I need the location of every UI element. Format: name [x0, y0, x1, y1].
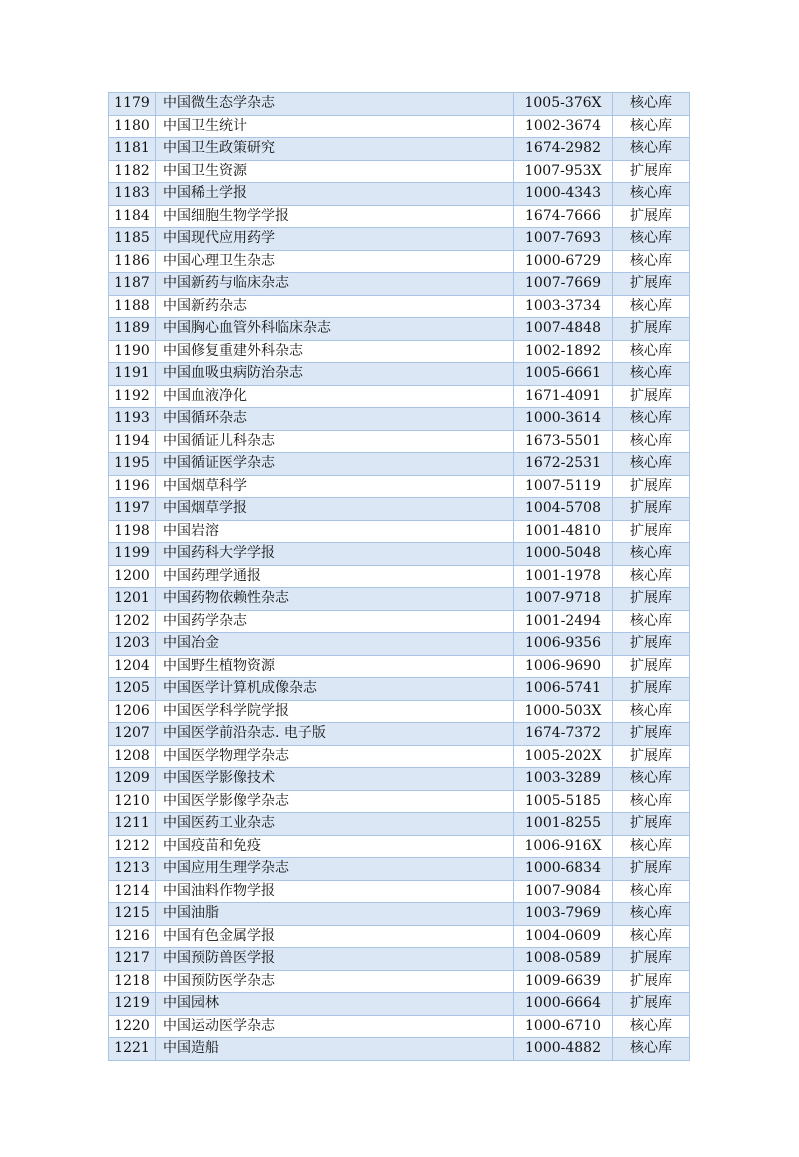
issn-code: 1001-4810 — [514, 520, 613, 543]
journal-name: 中国医药工业杂志 — [156, 813, 514, 836]
issn-code: 1004-5708 — [514, 498, 613, 521]
journal-name: 中国卫生政策研究 — [156, 138, 514, 161]
journal-name: 中国药理学通报 — [156, 565, 514, 588]
table-row — [109, 273, 690, 296]
database-level: 扩展库 — [613, 520, 690, 543]
database-level: 核心库 — [613, 363, 690, 386]
issn-code: 1003-3734 — [514, 295, 613, 318]
database-level: 扩展库 — [613, 970, 690, 993]
journal-name: 中国新药与临床杂志 — [156, 273, 514, 296]
journal-name: 中国医学计算机成像杂志 — [156, 678, 514, 701]
issn-code: 1000-6834 — [514, 858, 613, 881]
table-row — [109, 1015, 690, 1038]
database-level: 核心库 — [613, 543, 690, 566]
issn-code: 1007-7669 — [514, 273, 613, 296]
row-number: 1182 — [109, 160, 156, 183]
database-level: 核心库 — [613, 768, 690, 791]
row-number: 1204 — [109, 655, 156, 678]
database-level: 扩展库 — [613, 475, 690, 498]
issn-code: 1000-5048 — [514, 543, 613, 566]
row-number: 1206 — [109, 700, 156, 723]
journal-name: 中国心理卫生杂志 — [156, 250, 514, 273]
issn-code: 1000-6729 — [514, 250, 613, 273]
row-number: 1211 — [109, 813, 156, 836]
row-number: 1219 — [109, 993, 156, 1016]
row-number: 1216 — [109, 925, 156, 948]
row-number: 1220 — [109, 1015, 156, 1038]
row-number: 1187 — [109, 273, 156, 296]
row-number: 1198 — [109, 520, 156, 543]
row-number: 1190 — [109, 340, 156, 363]
database-level: 核心库 — [613, 565, 690, 588]
table-row — [109, 183, 690, 206]
table-row — [109, 115, 690, 138]
table-row — [109, 340, 690, 363]
database-level: 扩展库 — [613, 160, 690, 183]
journal-name: 中国循证医学杂志 — [156, 453, 514, 476]
journal-name: 中国血液净化 — [156, 385, 514, 408]
table-row — [109, 723, 690, 746]
table-row — [109, 700, 690, 723]
issn-code: 1005-5185 — [514, 790, 613, 813]
table-row — [109, 903, 690, 926]
table-row — [109, 228, 690, 251]
issn-code: 1001-1978 — [514, 565, 613, 588]
database-level: 核心库 — [613, 880, 690, 903]
issn-code: 1005-376X — [514, 93, 613, 116]
table-row — [109, 363, 690, 386]
issn-code: 1674-7372 — [514, 723, 613, 746]
table-row — [109, 93, 690, 116]
issn-code: 1000-6664 — [514, 993, 613, 1016]
database-level: 核心库 — [613, 93, 690, 116]
journal-name: 中国药科大学学报 — [156, 543, 514, 566]
journal-name: 中国医学物理学杂志 — [156, 745, 514, 768]
journal-name: 中国血吸虫病防治杂志 — [156, 363, 514, 386]
row-number: 1191 — [109, 363, 156, 386]
row-number: 1200 — [109, 565, 156, 588]
database-level: 核心库 — [613, 430, 690, 453]
table-row — [109, 160, 690, 183]
journal-name: 中国药学杂志 — [156, 610, 514, 633]
journal-name: 中国细胞生物学学报 — [156, 205, 514, 228]
row-number: 1180 — [109, 115, 156, 138]
table-row — [109, 588, 690, 611]
journal-name: 中国新药杂志 — [156, 295, 514, 318]
journal-name: 中国运动医学杂志 — [156, 1015, 514, 1038]
table-row — [109, 475, 690, 498]
table-row — [109, 1038, 690, 1061]
table-row — [109, 655, 690, 678]
issn-code: 1000-4882 — [514, 1038, 613, 1061]
table-row — [109, 318, 690, 341]
database-level: 核心库 — [613, 115, 690, 138]
table-row — [109, 768, 690, 791]
issn-code: 1002-1892 — [514, 340, 613, 363]
journal-table-body — [109, 93, 690, 1061]
row-number: 1181 — [109, 138, 156, 161]
journal-name: 中国循证儿科杂志 — [156, 430, 514, 453]
row-number: 1189 — [109, 318, 156, 341]
row-number: 1213 — [109, 858, 156, 881]
issn-code: 1004-0609 — [514, 925, 613, 948]
table-row — [109, 813, 690, 836]
journal-name: 中国医学科学院学报 — [156, 700, 514, 723]
database-level: 扩展库 — [613, 723, 690, 746]
database-level: 核心库 — [613, 1038, 690, 1061]
database-level: 核心库 — [613, 1015, 690, 1038]
row-number: 1194 — [109, 430, 156, 453]
journal-name: 中国园林 — [156, 993, 514, 1016]
database-level: 扩展库 — [613, 385, 690, 408]
database-level: 核心库 — [613, 610, 690, 633]
journal-name: 中国修复重建外科杂志 — [156, 340, 514, 363]
issn-code: 1672-2531 — [514, 453, 613, 476]
row-number: 1203 — [109, 633, 156, 656]
journal-name: 中国应用生理学杂志 — [156, 858, 514, 881]
issn-code: 1673-5501 — [514, 430, 613, 453]
database-level: 核心库 — [613, 835, 690, 858]
row-number: 1185 — [109, 228, 156, 251]
table-row — [109, 498, 690, 521]
journal-name: 中国岩溶 — [156, 520, 514, 543]
table-row — [109, 835, 690, 858]
issn-code: 1001-8255 — [514, 813, 613, 836]
issn-code: 1007-5119 — [514, 475, 613, 498]
issn-code: 1000-3614 — [514, 408, 613, 431]
database-level: 扩展库 — [613, 205, 690, 228]
issn-code: 1002-3674 — [514, 115, 613, 138]
database-level: 扩展库 — [613, 858, 690, 881]
database-level: 核心库 — [613, 340, 690, 363]
database-level: 扩展库 — [613, 745, 690, 768]
issn-code: 1000-6710 — [514, 1015, 613, 1038]
table-row — [109, 520, 690, 543]
issn-code: 1005-202X — [514, 745, 613, 768]
row-number: 1179 — [109, 93, 156, 116]
issn-code: 1009-6639 — [514, 970, 613, 993]
database-level: 扩展库 — [613, 588, 690, 611]
table-row — [109, 385, 690, 408]
table-row — [109, 205, 690, 228]
issn-code: 1007-4848 — [514, 318, 613, 341]
table-row — [109, 565, 690, 588]
table-row — [109, 880, 690, 903]
issn-code: 1007-953X — [514, 160, 613, 183]
database-level: 扩展库 — [613, 655, 690, 678]
database-level: 核心库 — [613, 790, 690, 813]
issn-code: 1006-916X — [514, 835, 613, 858]
journal-name: 中国药物依赖性杂志 — [156, 588, 514, 611]
table-row — [109, 790, 690, 813]
database-level: 扩展库 — [613, 633, 690, 656]
issn-code: 1007-9084 — [514, 880, 613, 903]
issn-code: 1003-7969 — [514, 903, 613, 926]
row-number: 1210 — [109, 790, 156, 813]
issn-code: 1005-6661 — [514, 363, 613, 386]
journal-name: 中国微生态学杂志 — [156, 93, 514, 116]
journal-name: 中国胸心血管外科临床杂志 — [156, 318, 514, 341]
issn-code: 1674-7666 — [514, 205, 613, 228]
table-row — [109, 970, 690, 993]
issn-code: 1007-9718 — [514, 588, 613, 611]
database-level: 扩展库 — [613, 813, 690, 836]
issn-code: 1006-9690 — [514, 655, 613, 678]
database-level: 核心库 — [613, 453, 690, 476]
row-number: 1207 — [109, 723, 156, 746]
journal-name: 中国油料作物学报 — [156, 880, 514, 903]
row-number: 1184 — [109, 205, 156, 228]
row-number: 1209 — [109, 768, 156, 791]
row-number: 1217 — [109, 948, 156, 971]
row-number: 1193 — [109, 408, 156, 431]
table-row — [109, 610, 690, 633]
row-number: 1221 — [109, 1038, 156, 1061]
issn-code: 1671-4091 — [514, 385, 613, 408]
row-number: 1192 — [109, 385, 156, 408]
journal-name: 中国预防医学杂志 — [156, 970, 514, 993]
table-row — [109, 993, 690, 1016]
row-number: 1214 — [109, 880, 156, 903]
journal-table — [108, 92, 690, 1061]
table-row — [109, 948, 690, 971]
journal-name: 中国卫生资源 — [156, 160, 514, 183]
journal-name: 中国医学影像学杂志 — [156, 790, 514, 813]
database-level: 核心库 — [613, 408, 690, 431]
table-row — [109, 250, 690, 273]
table-row — [109, 138, 690, 161]
table-row — [109, 430, 690, 453]
journal-name: 中国稀土学报 — [156, 183, 514, 206]
database-level: 扩展库 — [613, 498, 690, 521]
table-row — [109, 453, 690, 476]
row-number: 1215 — [109, 903, 156, 926]
database-level: 核心库 — [613, 228, 690, 251]
journal-name: 中国医学影像技术 — [156, 768, 514, 791]
journal-name: 中国烟草科学 — [156, 475, 514, 498]
database-level: 扩展库 — [613, 678, 690, 701]
issn-code: 1003-3289 — [514, 768, 613, 791]
issn-code: 1006-9356 — [514, 633, 613, 656]
table-row — [109, 543, 690, 566]
table-row — [109, 408, 690, 431]
row-number: 1188 — [109, 295, 156, 318]
database-level: 核心库 — [613, 250, 690, 273]
issn-code: 1000-503X — [514, 700, 613, 723]
journal-name: 中国疫苗和免疫 — [156, 835, 514, 858]
database-level: 扩展库 — [613, 273, 690, 296]
journal-name: 中国油脂 — [156, 903, 514, 926]
journal-name: 中国冶金 — [156, 633, 514, 656]
journal-name: 中国预防兽医学报 — [156, 948, 514, 971]
row-number: 1186 — [109, 250, 156, 273]
database-level: 核心库 — [613, 925, 690, 948]
row-number: 1195 — [109, 453, 156, 476]
journal-name: 中国野生植物资源 — [156, 655, 514, 678]
table-row — [109, 925, 690, 948]
database-level: 扩展库 — [613, 318, 690, 341]
row-number: 1202 — [109, 610, 156, 633]
database-level: 核心库 — [613, 903, 690, 926]
row-number: 1201 — [109, 588, 156, 611]
row-number: 1197 — [109, 498, 156, 521]
journal-name: 中国现代应用药学 — [156, 228, 514, 251]
row-number: 1196 — [109, 475, 156, 498]
table-row — [109, 858, 690, 881]
journal-name: 中国循环杂志 — [156, 408, 514, 431]
issn-code: 1674-2982 — [514, 138, 613, 161]
database-level: 核心库 — [613, 183, 690, 206]
issn-code: 1008-0589 — [514, 948, 613, 971]
table-row — [109, 745, 690, 768]
journal-name: 中国造船 — [156, 1038, 514, 1061]
database-level: 扩展库 — [613, 993, 690, 1016]
issn-code: 1006-5741 — [514, 678, 613, 701]
database-level: 核心库 — [613, 700, 690, 723]
table-row — [109, 633, 690, 656]
row-number: 1205 — [109, 678, 156, 701]
issn-code: 1001-2494 — [514, 610, 613, 633]
row-number: 1218 — [109, 970, 156, 993]
row-number: 1212 — [109, 835, 156, 858]
database-level: 扩展库 — [613, 948, 690, 971]
table-row — [109, 678, 690, 701]
journal-name: 中国医学前沿杂志. 电子版 — [156, 723, 514, 746]
table-row — [109, 295, 690, 318]
journal-name: 中国烟草学报 — [156, 498, 514, 521]
journal-name: 中国有色金属学报 — [156, 925, 514, 948]
issn-code: 1007-7693 — [514, 228, 613, 251]
issn-code: 1000-4343 — [514, 183, 613, 206]
journal-name: 中国卫生统计 — [156, 115, 514, 138]
database-level: 核心库 — [613, 138, 690, 161]
row-number: 1183 — [109, 183, 156, 206]
row-number: 1208 — [109, 745, 156, 768]
row-number: 1199 — [109, 543, 156, 566]
database-level: 核心库 — [613, 295, 690, 318]
